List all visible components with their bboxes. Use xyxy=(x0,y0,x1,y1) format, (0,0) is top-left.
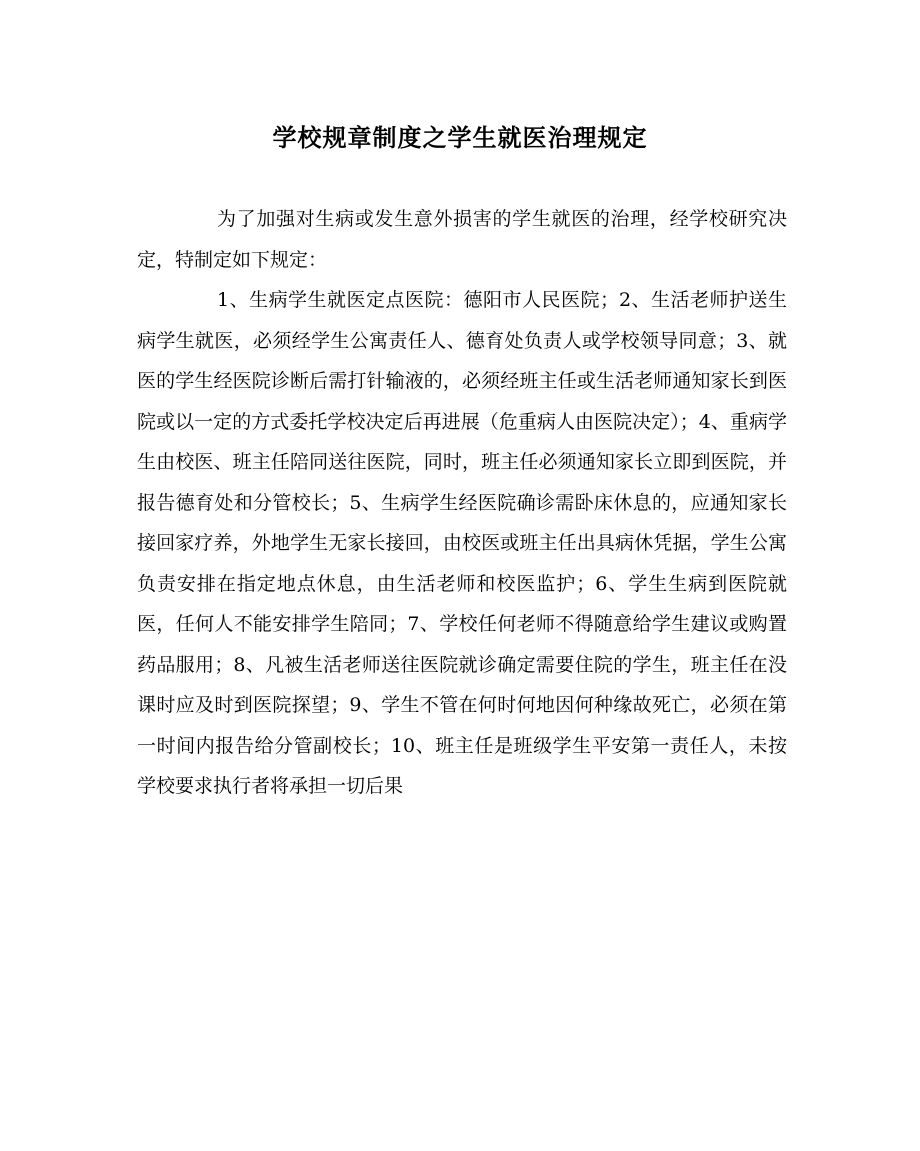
intro-paragraph: 为了加强对生病或发生意外损害的学生就医的治理，经学校研究决定，特制定如下规定： xyxy=(137,208,787,271)
document-title: 学校规章制度之学生就医治理规定 xyxy=(272,123,648,152)
regulations-paragraph: 1、生病学生就医定点医院：德阳市人民医院；2、生活老师护送生病学生就医，必须经学生公寓责任人、德育处负责人或学校领导同意；3、就医的学生经医院诊断后需打针输液的，必须经班主任或生活老师通知家长到医院或以一定的方式委托学校决定后再进展（危重病人由医院决定）；4、重病学生由校医、班主任陪同送往医院，同时，班主任必须通知家长立即到医院，并报告德育处和分管校长；5、生病学生经医院确诊需卧床休息的，应通知家长接回家疗养，外地学生无家长接回，由校医或班主任出具病休凭据，学生公寓负责安排在指定地点休息，由生活老师和校医监护；6、学生生病到医院就医，任何人不能安排学生陪同；7、学校任何老师不得随意给学生建议或购置药品服用；8、凡被生活老师送往医院就诊确定需要住院的学生，班主任在没课时应及时到医院探望；9、学生不管在何时何地因何种缘故死亡，必须在第一时间内报告给分管副校长；10、班主任是班级学生平安第一责任人，未按学校要求执行者将承担一切后果 xyxy=(137,289,787,797)
document-body xyxy=(137,199,787,807)
